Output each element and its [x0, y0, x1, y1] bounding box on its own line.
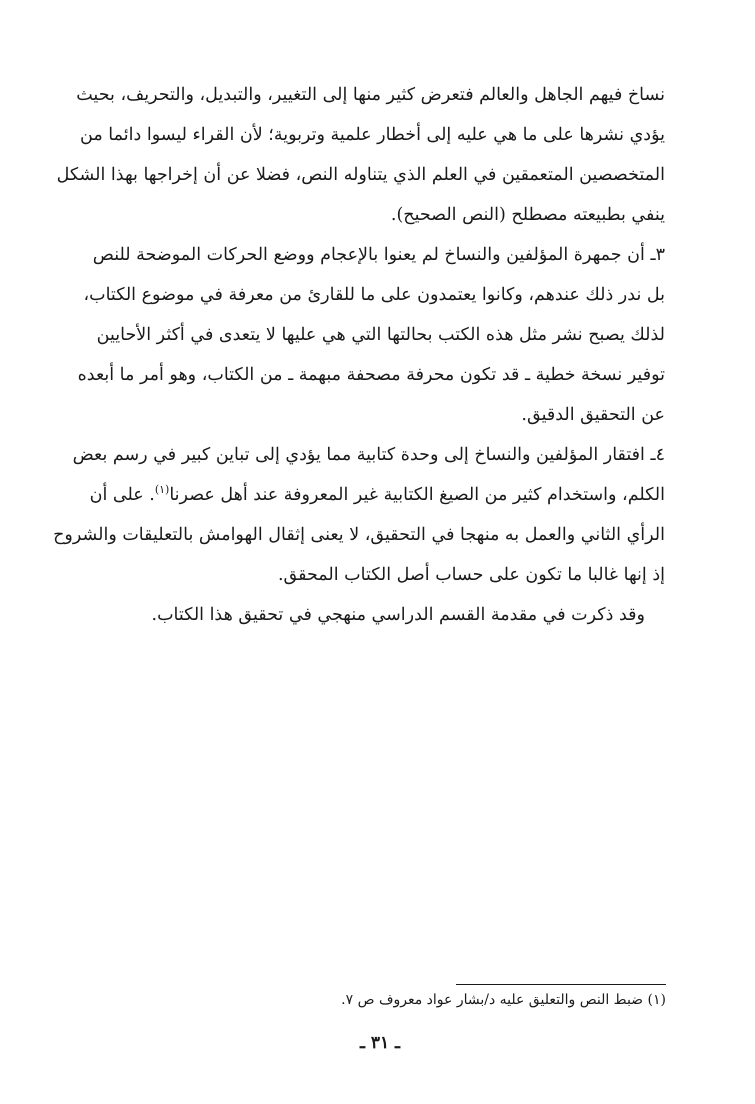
text-line: بل ندر ذلك عندهم، وكانوا يعتمدون على ما للقارئ من معرفة في موضوع الكتاب، [83, 285, 665, 305]
footnote-separator [456, 984, 666, 985]
text-line: عن التحقيق الدقيق. [521, 405, 665, 425]
text-line: المتخصصين المتعمقين في العلم الذي يتناوله النص، فضلا عن أن إخراجها بهذا الشكل [56, 165, 665, 185]
text-line: الرأي الثاني والعمل به منهجا في التحقيق، لا يعنى إثقال الهوامش بالتعليقات والشروح [53, 525, 665, 545]
paragraph-point-4 [53, 435, 665, 595]
text-line: نساخ فيهم الجاهل والعالم فتعرض كثير منها إلى التغيير، والتبديل، والتحريف، بحيث [76, 85, 665, 105]
paragraph-point-3 [77, 235, 665, 435]
text-segment: . على أن [89, 485, 155, 505]
text-line: ٣ـ أن جمهرة المؤلفين والنساخ لم يعنوا بالإعجام ووضع الحركات الموضحة للنص [92, 245, 665, 265]
text-line: وقد ذكرت في مقدمة القسم الدراسي منهجي في تحقيق هذا الكتاب. [151, 605, 645, 625]
text-line: إذ إنها غالبا ما تكون على حساب أصل الكتاب المحقق. [277, 565, 665, 585]
footnote: (١) ضبط النص والتعليق عليه د/بشار عواد معروف ص ٧. [341, 992, 666, 1008]
page-number: ـ ٣١ ـ [359, 1033, 401, 1053]
paragraph-1 [56, 75, 665, 235]
text-line: ينفي بطبيعته مصطلح (النص الصحيح). [390, 205, 665, 225]
footnote-reference[interactable]: (١) [154, 483, 170, 497]
text-line: يؤدي نشرها على ما هي عليه إلى أخطار علمية وتربوية؛ لأن القراء ليسوا دائما من [80, 125, 665, 145]
paragraph-closing [100, 595, 665, 635]
text-line: لذلك يصبح نشر مثل هذه الكتب بحالتها التي هي عليها لا يتعدى في أكثر الأحايين [96, 325, 665, 345]
text-line [89, 475, 665, 515]
text-line: ٤ـ افتقار المؤلفين والنساخ إلى وحدة كتابية مما يؤدي إلى تباين كبير في رسم بعض [72, 445, 665, 465]
text-line: توفير نسخة خطية ـ قد تكون محرفة مصحفة مبهمة ـ من الكتاب، وهو أمر ما أبعده [77, 365, 665, 385]
body-text [53, 75, 665, 635]
text-segment: الكلم، واستخدام كثير من الصيغ الكتابية غير المعروفة عند أهل عصرنا [169, 485, 665, 505]
